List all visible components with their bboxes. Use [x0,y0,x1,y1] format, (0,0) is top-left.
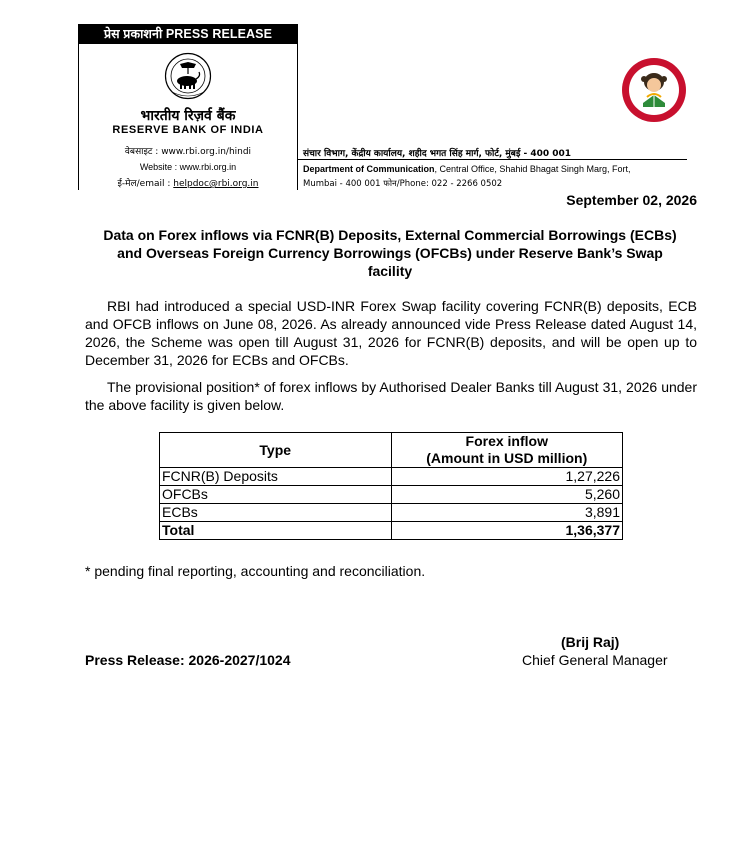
press-release-banner: प्रेस प्रकाशनी PRESS RELEASE [78,24,298,44]
row-type: FCNR(B) Deposits [160,468,392,486]
department-address: , Central Office, Shahid Bhagat Singh Marg, Fort, [434,164,631,174]
department-address-hindi: संचार विभाग, केंद्रीय कार्यालय, शहीद भगत सिंह मार्ग, फोर्ट, मुंबई - 400 001 [303,149,572,159]
column-header-forex-inflow [391,433,623,468]
email-link[interactable]: helpdoc@rbi.org.in [173,179,259,189]
email-line [78,176,298,189]
department-address-english [303,162,683,191]
department-phone: Mumbai - 400 001 फोन/Phone: 022 - 2266 0502 [303,179,503,189]
paragraph-position: The provisional position* of forex inflows by Authorised Dealer Banks till August 31, 2026 under the above facility is given below. [85,379,697,413]
footnote: * pending final reporting, accounting and reconciliation. [85,563,426,579]
table-row [160,486,623,504]
table-header-row [160,433,623,468]
table-total-row [160,522,623,540]
column-header-inflow-line1: Forex inflow [465,433,548,449]
signatory-name: (Brij Raj) [561,634,620,650]
website: Website : www.rbi.org.in [139,162,237,172]
total-value: 1,36,377 [391,522,623,540]
paragraph-intro: RBI had introduced a special USD-INR Forex Swap facility covering FCNR(B) deposits, ECB and OFCB inflows on June 08, 2026. As already announced vide Press Release dated August 14, 2026, the Scheme was open till August 31, 2026 for FCNR(B) deposits, and will be open up to December 31, 2026 for ECBs and OFCBs. [85,298,697,368]
total-label: Total [160,522,392,540]
rbi-seal-icon [164,52,212,100]
org-name-hindi: भारतीय रिज़र्व बैंक [140,108,236,124]
press-release-number: Press Release: 2026-2027/1024 [85,652,291,668]
page-title: Data on Forex inflows via FCNR(B) Deposits, External Commercial Borrowings (ECBs) and Overseas Foreign Currency Borrowings (OFCBs) under Reserve Bank’s Swap facility [103,227,677,279]
release-date: September 02, 2026 [566,192,697,208]
column-header-type: Type [160,433,392,468]
website-hindi: वेबसाइट : www.rbi.org.in/hindi [124,147,252,157]
department-name: Department of Communication [303,164,435,174]
row-type: OFCBs [160,486,392,504]
row-value: 1,27,226 [391,468,623,486]
forex-inflow-table [159,432,623,540]
column-header-inflow-line2: (Amount in USD million) [426,450,588,466]
org-name-english: RESERVE BANK OF INDIA [112,124,264,136]
table-row [160,468,623,486]
table-row [160,504,623,522]
email-label: ई-मेल/email : [117,179,174,189]
row-type: ECBs [160,504,392,522]
header-divider [297,159,687,160]
beti-bachao-logo-icon [621,57,687,123]
row-value: 3,891 [391,504,623,522]
row-value: 5,260 [391,486,623,504]
signatory-title: Chief General Manager [522,652,668,668]
